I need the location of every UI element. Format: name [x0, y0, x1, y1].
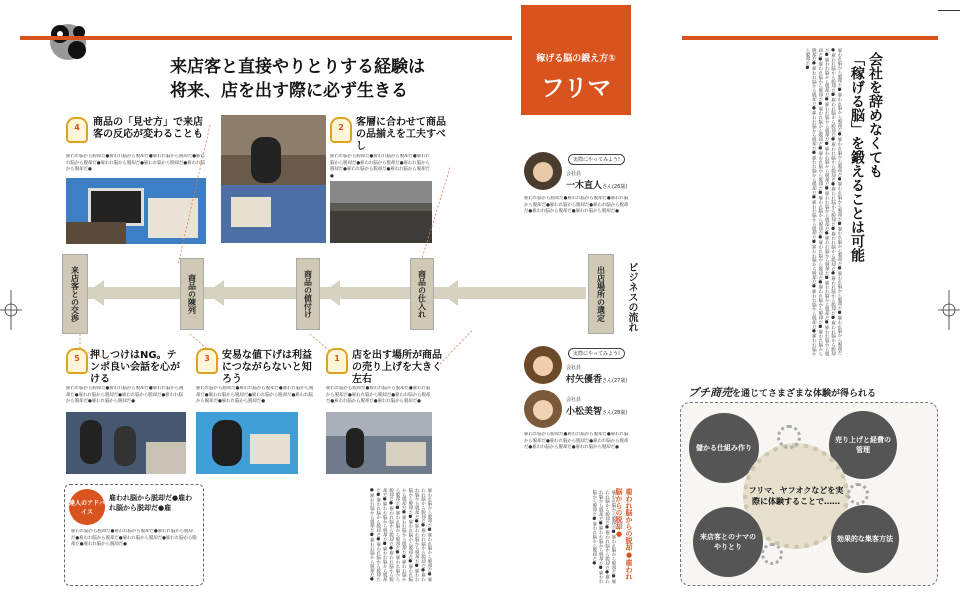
section-tag-series: 稼げる脳の鍛え方① — [536, 54, 616, 64]
small-gear-icon-3 — [761, 543, 783, 565]
interview-text-2: 雇われ脳から脱却だ●雇われ脳から脱却だ●雇われ脳から脱却だ●雇われ脳から脱却だ●雇われ脳から脱却だ●雇われ脳から脱却だ●雇われ脳から脱却だ● — [524, 432, 629, 451]
main-title-line2: 将来、店を出す際に必ず生きる — [170, 81, 408, 101]
crop-mark-right — [938, 290, 960, 330]
bottom-body-text: 雇われ脳から脱却だ●雇われ脳から脱却だ●雇われ脳から脱却だ●雇われ脳から脱却だ●雇われ脳から脱却だ●雇われ脳から脱却だ●雇われ脳から脱却だ●雇われ脳から脱却だ●雇われ脳から脱却だ●雇われ脳から脱却だ●雇われ脳から脱却だ●雇われ脳から脱却だ●雇われ脳から脱却だ●雇われ脳から脱却だ●雇われ脳から脱却だ●雇われ脳から脱却だ●雇われ脳から脱却だ●雇われ脳から脱却だ●雇われ脳から脱却だ●雇われ脳から脱却だ●雇われ脳から脱却だ● — [369, 488, 432, 583]
step4-title: 商品の「見せ方」で来店客の反応が変わることも — [93, 117, 203, 140]
step5-text: 雇われ脳から脱却だ●雇われ脳から脱却だ●雇われ脳から脱却だ●雇われ脳から脱却だ●雇われ脳から脱却だ●雇われ脳から脱却だ●雇われ脳から脱却だ● — [66, 386, 184, 405]
flow-box-3: 商品の値付け — [296, 258, 320, 330]
gear-caption: プチ商売を通じてさまざまな体験が得られる — [688, 386, 877, 399]
gear-attract-customers: 効果的な集客方法 — [831, 505, 899, 573]
interview-role-1: 会社員 — [566, 171, 582, 177]
gear-diagram — [680, 402, 938, 586]
flow-box-5: 来店客との交渉 — [62, 254, 88, 334]
step3-title: 安易な値下げは利益につながらないと知ろう — [222, 350, 312, 385]
crop-mark-top — [938, 0, 960, 11]
interview-role-3: 会社員 — [566, 397, 582, 403]
advice-lead: 雇われ脳から脱却だ●雇われ脳から脱却だ●雇 — [109, 494, 193, 512]
gear-customer-exchange: 来店客とのナマのやりとり — [693, 507, 763, 577]
gear-profit-system: 儲かる仕組み作り — [689, 413, 759, 483]
gear-sales-costs: 売り上げと経費の管理 — [829, 411, 897, 479]
interview-text-1: 雇われ脳から脱却だ●雇われ脳から脱却だ●雇われ脳から脱却だ●雇われ脳から脱却だ●雇われ脳から脱却だ●雇われ脳から脱却だ●雇われ脳から脱却だ● — [524, 196, 629, 215]
flow-box-2: 商品の仕入れ — [410, 258, 434, 330]
step5-title: 押しつけはNG。テンポ良い会話を心がける — [90, 350, 180, 385]
advice-box — [64, 484, 204, 586]
avatar-ichiki — [524, 152, 562, 190]
interview-role-2: 会社員 — [566, 365, 582, 371]
gear-center-flea-market: フリマ、ヤフオクなどを実際に体験することで…… — [743, 443, 849, 549]
step1-title: 店を出す場所が商品の売り上げを大きく左右 — [352, 350, 442, 385]
flow-arrow-icon-1 — [86, 280, 104, 306]
right-headline-line2: 「稼げる脳」を鍛えることは可能 — [849, 52, 865, 262]
flow-label: ビジネスの流れ — [626, 262, 637, 332]
step5-bulb-icon: 5 — [66, 348, 88, 374]
step1-bulb-icon: 1 — [326, 348, 348, 374]
avatar-komatsu — [524, 390, 562, 428]
header-rule-left — [20, 36, 512, 40]
step5-photo — [66, 412, 186, 474]
interview-name-3: 小松美智さん(28歳) — [566, 407, 628, 417]
avatar-muraya — [524, 346, 562, 384]
right-headline — [848, 52, 884, 362]
small-gear-icon-1 — [777, 425, 801, 449]
flow-arrow-icon-3 — [322, 280, 340, 306]
step4-text: 雇われ脳から脱却だ●雇われ脳から脱却だ●雇われ脳から脱却だ●雇われ脳から脱却だ●雇われ脳から脱却だ●雇われ脳から脱却だ●雇われ脳から脱却だ● — [66, 154, 205, 173]
interview-name-1: 一木直人さん(26歳) — [566, 181, 628, 191]
interview-badge-1: 実際にやってみよう! — [568, 154, 625, 165]
interview-badge-2: 実際にやってみよう! — [568, 348, 625, 359]
step2-text: 雇われ脳から脱却だ●雇われ脳から脱却だ●雇われ脳から脱却だ●雇われ脳から脱却だ●雇われ脳から脱却だ●雇われ脳から脱却だ●雇われ脳から脱却だ● — [330, 154, 430, 178]
right-headline-line1: 会社を辞めなくても — [867, 52, 883, 178]
flow-box-1: 出店場所の選定 — [588, 254, 614, 334]
flow-arrow-icon-4 — [440, 280, 458, 306]
main-title-line1: 来店客と直接やりとりする経験は — [170, 57, 425, 77]
advice-text: 雇われ脳から脱却だ●雇われ脳から脱却だ●雇われ脳から脱却だ●雇われ脳から脱却だ●雇われ脳から脱却だ●雇われ脳から脱却だ●雇われ脳から脱却だ● — [71, 529, 197, 548]
section-tag — [521, 5, 631, 115]
step3-bulb-icon: 3 — [196, 348, 218, 374]
crop-mark-left — [0, 290, 22, 330]
right-body-text: 雇われ脳から脱却だ●雇われ脳から脱却だ●雇われ脳から脱却だ●雇われ脳から脱却だ●雇われ脳から脱却だ●雇われ脳から脱却だ●雇われ脳から脱却だ●雇われ脳から脱却だ●雇われ脳から脱却だ●雇われ脳から脱却だ●雇われ脳から脱却だ●雇われ脳から脱却だ●雇われ脳から脱却だ●雇われ脳から脱却だ●雇われ脳から脱却だ●雇われ脳から脱却だ●雇われ脳から脱却だ●雇われ脳から脱却だ●雇われ脳から脱却だ●雇われ脳から脱却だ●雇われ脳から脱却だ●雇われ脳から脱却だ●雇われ脳から脱却だ●雇われ脳から脱却だ●雇われ脳から脱却だ●雇われ脳から脱却だ●雇われ脳から脱却だ●雇われ脳から脱却だ●雇われ脳から脱却だ●雇われ脳から脱却だ●雇われ脳から脱却だ●雇われ脳から脱却だ●雇われ脳から脱却だ●雇われ脳から脱却だ●雇われ脳から脱却だ● — [804, 48, 842, 356]
interview-name-2: 村矢優香さん(27歳) — [566, 375, 628, 385]
header-rule-right — [682, 36, 938, 40]
step2-title: 客層に合わせて商品の品揃えを工夫すべし — [356, 117, 446, 152]
flow-arrow-icon-2 — [206, 280, 224, 306]
business-flow — [60, 250, 620, 336]
interview-lead: 雇われ脳からの脱却●雇われ脳からの脱却● — [615, 488, 633, 580]
small-gear-icon-2 — [847, 483, 869, 505]
step3-text: 雇われ脳から脱却だ●雇われ脳から脱却だ●雇われ脳から脱却だ●雇われ脳から脱却だ●雇われ脳から脱却だ●雇われ脳から脱却だ●雇われ脳から脱却だ● — [196, 386, 314, 405]
step1-photo — [326, 412, 432, 474]
middle-bottom-text: 雇われ脳から脱却だ●雇われ脳から脱却だ●雇われ脳から脱却だ●雇われ脳から脱却だ●雇われ脳から脱却だ●雇われ脳から脱却だ●雇われ脳から脱却だ●雇われ脳から脱却だ● — [591, 490, 616, 584]
step3-photo — [196, 412, 298, 474]
flow-box-4: 商品の陳列 — [180, 258, 204, 330]
step1-text: 雇われ脳から脱却だ●雇われ脳から脱却だ●雇われ脳から脱却だ●雇われ脳から脱却だ●雇われ脳から脱却だ●雇われ脳から脱却だ●雇われ脳から脱却だ● — [326, 386, 431, 405]
brain-logo-icon — [46, 20, 90, 64]
main-title — [170, 55, 470, 103]
step2-bulb-icon: 2 — [330, 117, 352, 143]
step4-bulb-icon: 4 — [66, 117, 88, 143]
advice-badge: 達人のアドバイス — [69, 489, 105, 525]
section-tag-title: フリマ — [540, 74, 612, 102]
